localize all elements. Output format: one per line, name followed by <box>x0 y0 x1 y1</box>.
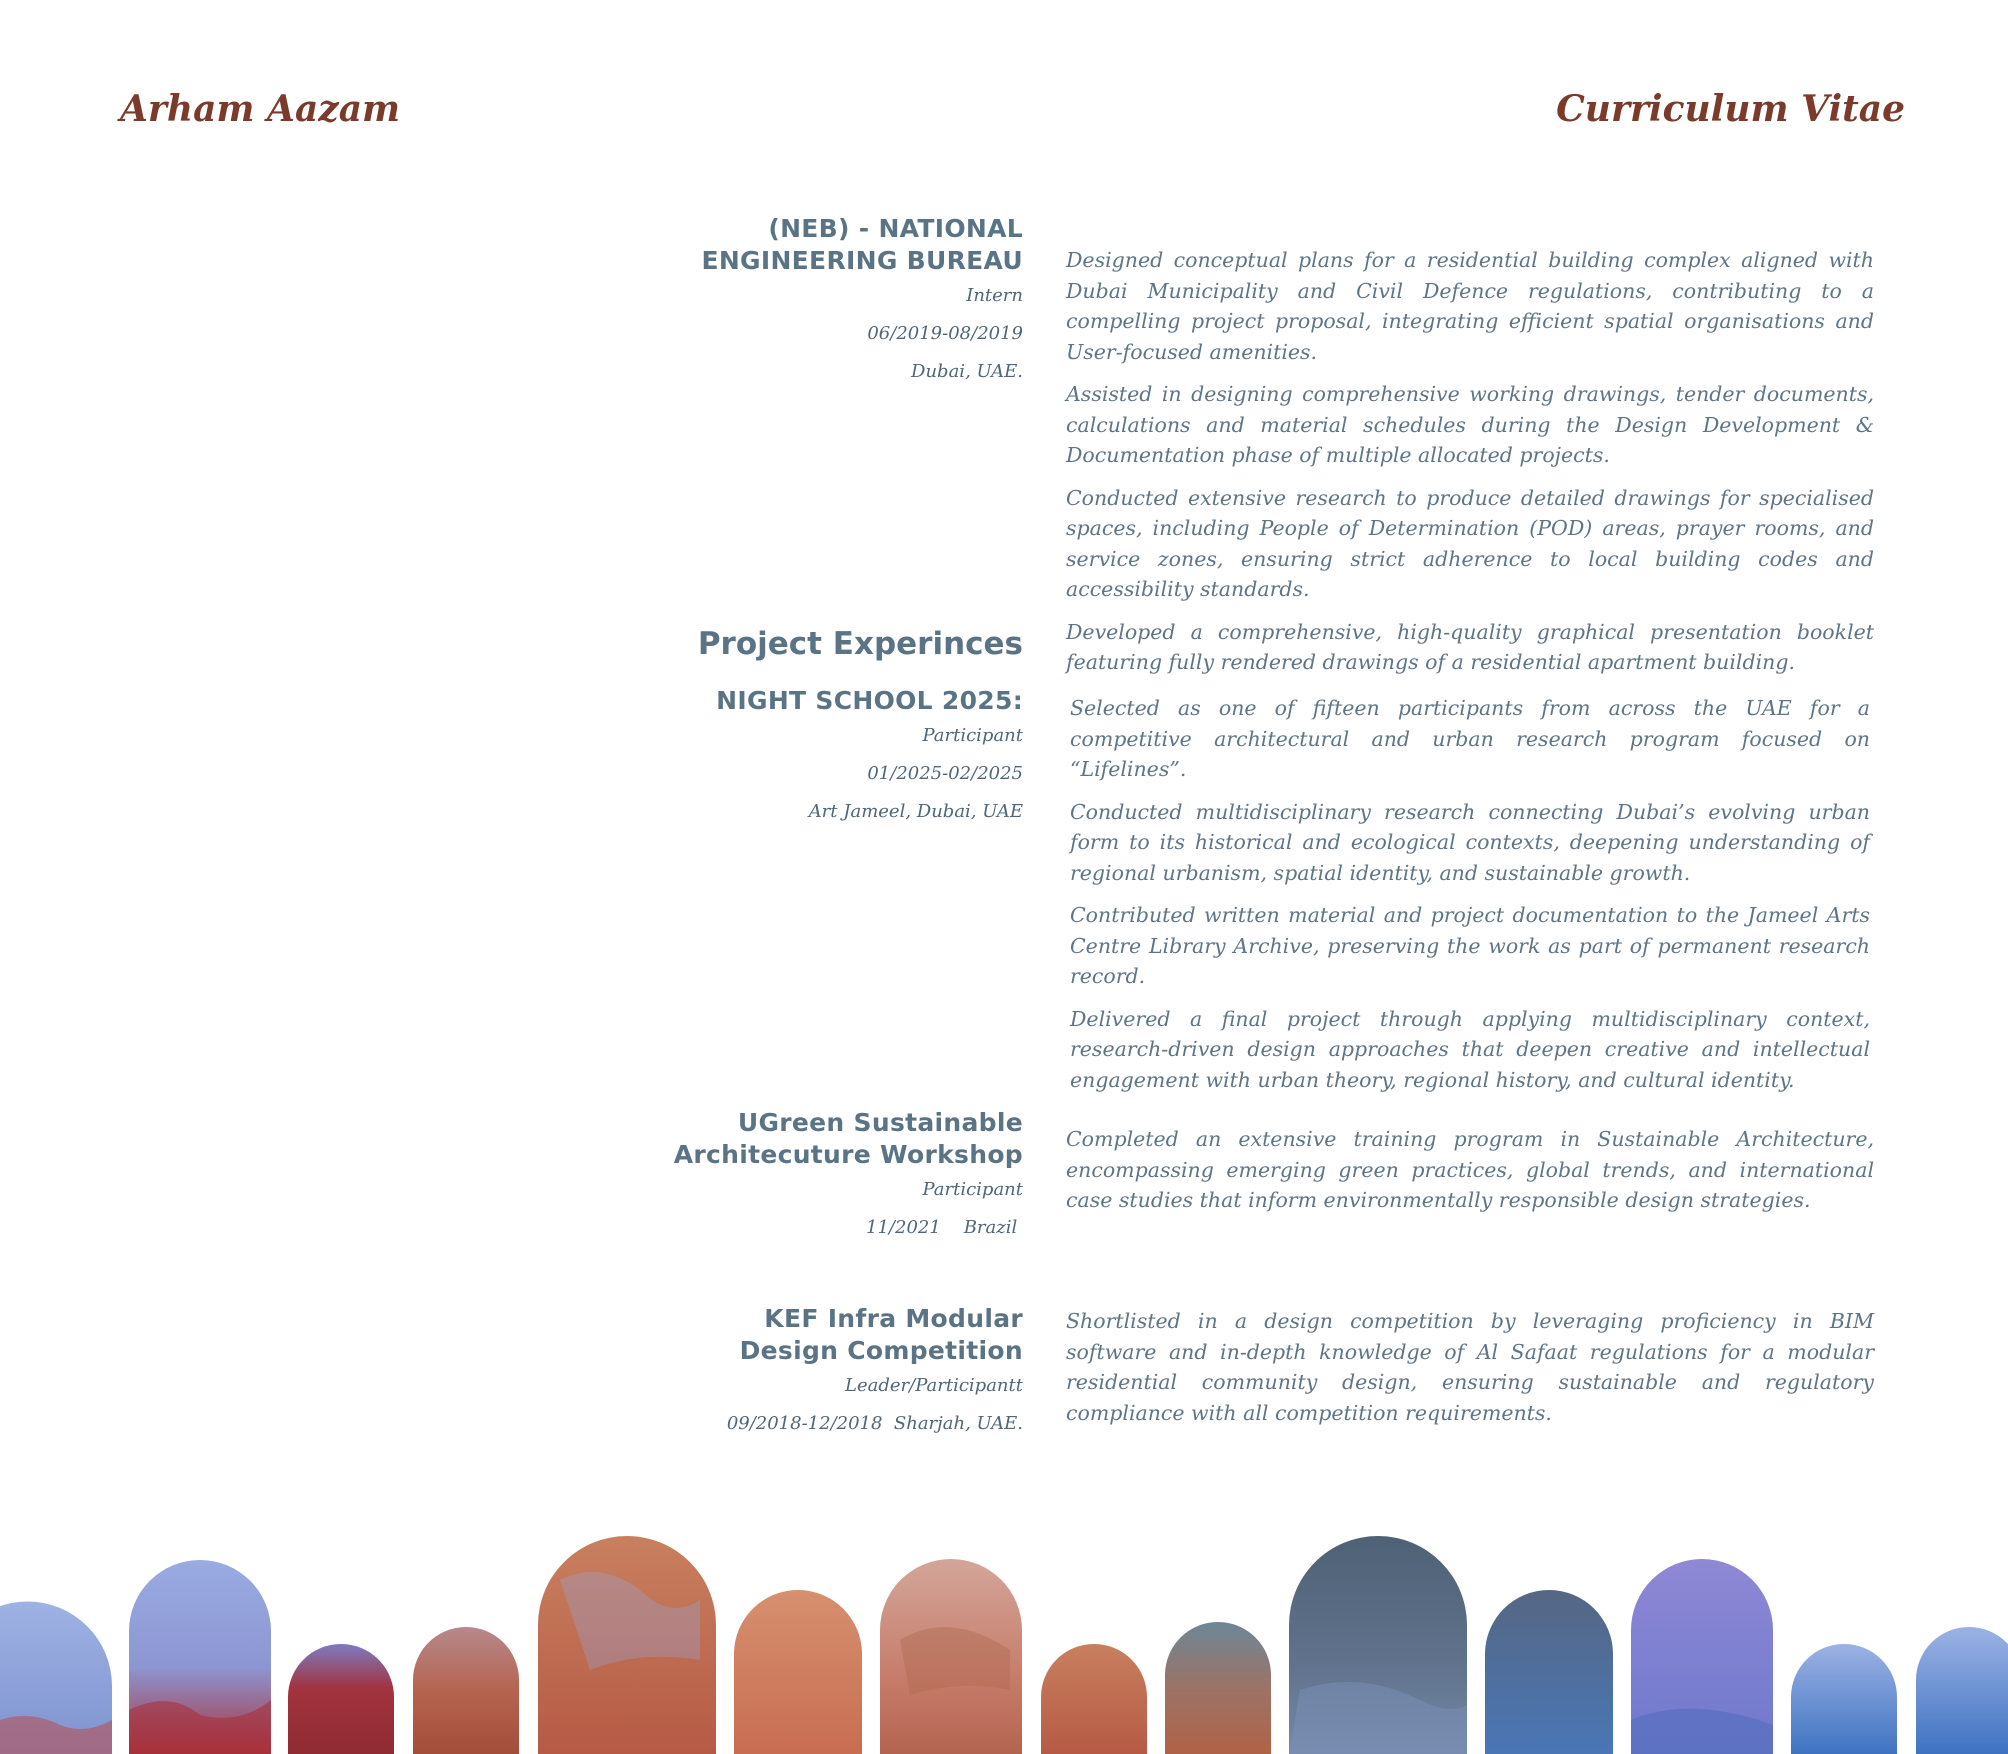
job-location: Dubai, UAE. <box>911 361 1023 382</box>
description-bullet: Designed conceptual plans for a residential building complex aligned with Dubai Municipality and Civil Defence regulations, contributing to a compelling project proposal, integrating efficient spatial organisations and User-focused amenities. <box>1066 248 1874 364</box>
job-dates: 06/2019-08/2019 <box>867 323 1023 344</box>
document-title: Curriculum Vitae <box>1556 88 1905 130</box>
arch-shape <box>1041 1644 1147 1754</box>
description-bullet: Delivered a final project through applying multidisciplinary context, research-driven design approaches that deepen creative and intellectual engagement with urban theory, regional history, and cultural identity. <box>1070 1006 1870 1092</box>
project-title: NIGHT SCHOOL 2025: <box>716 686 1023 715</box>
project-role: Participant <box>922 1179 1023 1200</box>
description-bullet: Selected as one of fifteen participants from across the UAE for a competitive architectural and urban research program focused on “Lifelines”. <box>1070 696 1870 781</box>
experience-neb-header <box>701 213 1023 391</box>
description-bullet: Shortlisted in a design competition by leveraging proficiency in BIM software and in-depth knowledge of Al Safaat regulations for a modular residential community design, ensuring sustainable and regulatory compliance with all competition requirements. <box>1066 1309 1874 1425</box>
description-bullet: Contributed written material and project documentation to the Jameel Arts Centre Library Archive, preserving the work as part of permanent research record. <box>1070 903 1870 988</box>
project-night-school-header <box>716 685 1023 831</box>
project-night-school-description <box>1070 693 1870 1107</box>
project-dates-location <box>727 1405 1023 1443</box>
arch-shape <box>1916 1627 2008 1754</box>
project-location: Sharjah, UAE. <box>893 1413 1023 1434</box>
project-dates: 01/2025-02/2025 <box>867 763 1023 784</box>
project-title-line-1: UGreen Sustainable <box>737 1108 1023 1137</box>
description-bullet: Completed an extensive training program in Sustainable Architecture, encompassing emerging green practices, global trends, and international case studies that inform environmentally responsible design strategies. <box>1066 1127 1874 1212</box>
arch-shape <box>1791 1644 1897 1754</box>
description-bullet: Conducted extensive research to produce detailed drawings for specialised spaces, including People of Determination (POD) areas, prayer rooms, and service zones, ensuring strict adherence to local building codes and accessibility standards. <box>1066 485 1874 601</box>
project-role: Leader/Participantt <box>845 1375 1023 1396</box>
description-bullet: Conducted multidisciplinary research connecting Dubai’s evolving urban form to its historical and ecological contexts, deepening understanding of regional urbanism, spatial identity, and sustainable growth. <box>1070 799 1870 885</box>
project-dates-location <box>674 1209 1023 1247</box>
project-role: Participant <box>922 725 1023 746</box>
job-role: Intern <box>966 285 1023 306</box>
project-ugreen-description <box>1066 1124 1874 1228</box>
project-location: Art Jameel, Dubai, UAE <box>808 801 1023 822</box>
org-name-line-2: ENGINEERING BUREAU <box>701 246 1023 275</box>
project-kef-description <box>1066 1306 1874 1440</box>
decorative-arches-illustration <box>0 1520 2008 1754</box>
cv-owner-name: Arham Aazam <box>120 88 401 130</box>
project-kef-header <box>727 1303 1023 1443</box>
project-title-line-2: Architecuture Workshop <box>673 1140 1023 1169</box>
description-bullet: Developed a comprehensive, high-quality graphical presentation booklet featuring fully rendered drawings of a residential apartment building. <box>1066 619 1874 674</box>
description-bullet: Assisted in designing comprehensive working drawings, tender documents, calculations and material schedules during the Design Development & Documentation phase of multiple allocated projects. <box>1066 382 1874 467</box>
experience-neb-description <box>1066 245 1874 690</box>
project-dates: 11/2021 <box>866 1217 941 1238</box>
section-heading-projects: Project Experinces <box>697 626 1023 662</box>
project-location: Brazil <box>963 1217 1018 1238</box>
project-title-line-1: KEF Infra Modular <box>764 1304 1023 1333</box>
project-ugreen-header <box>674 1107 1023 1247</box>
arch-shape <box>413 1627 519 1754</box>
arch-shape <box>288 1644 394 1754</box>
project-dates: 09/2018-12/2018 <box>726 1413 883 1434</box>
arch-shape <box>1165 1622 1271 1754</box>
arch-shape <box>734 1590 862 1754</box>
org-name-line-1: (NEB) - NATIONAL <box>768 214 1023 243</box>
arch-shape <box>1485 1590 1613 1754</box>
project-title-line-2: Design Competition <box>739 1336 1023 1365</box>
